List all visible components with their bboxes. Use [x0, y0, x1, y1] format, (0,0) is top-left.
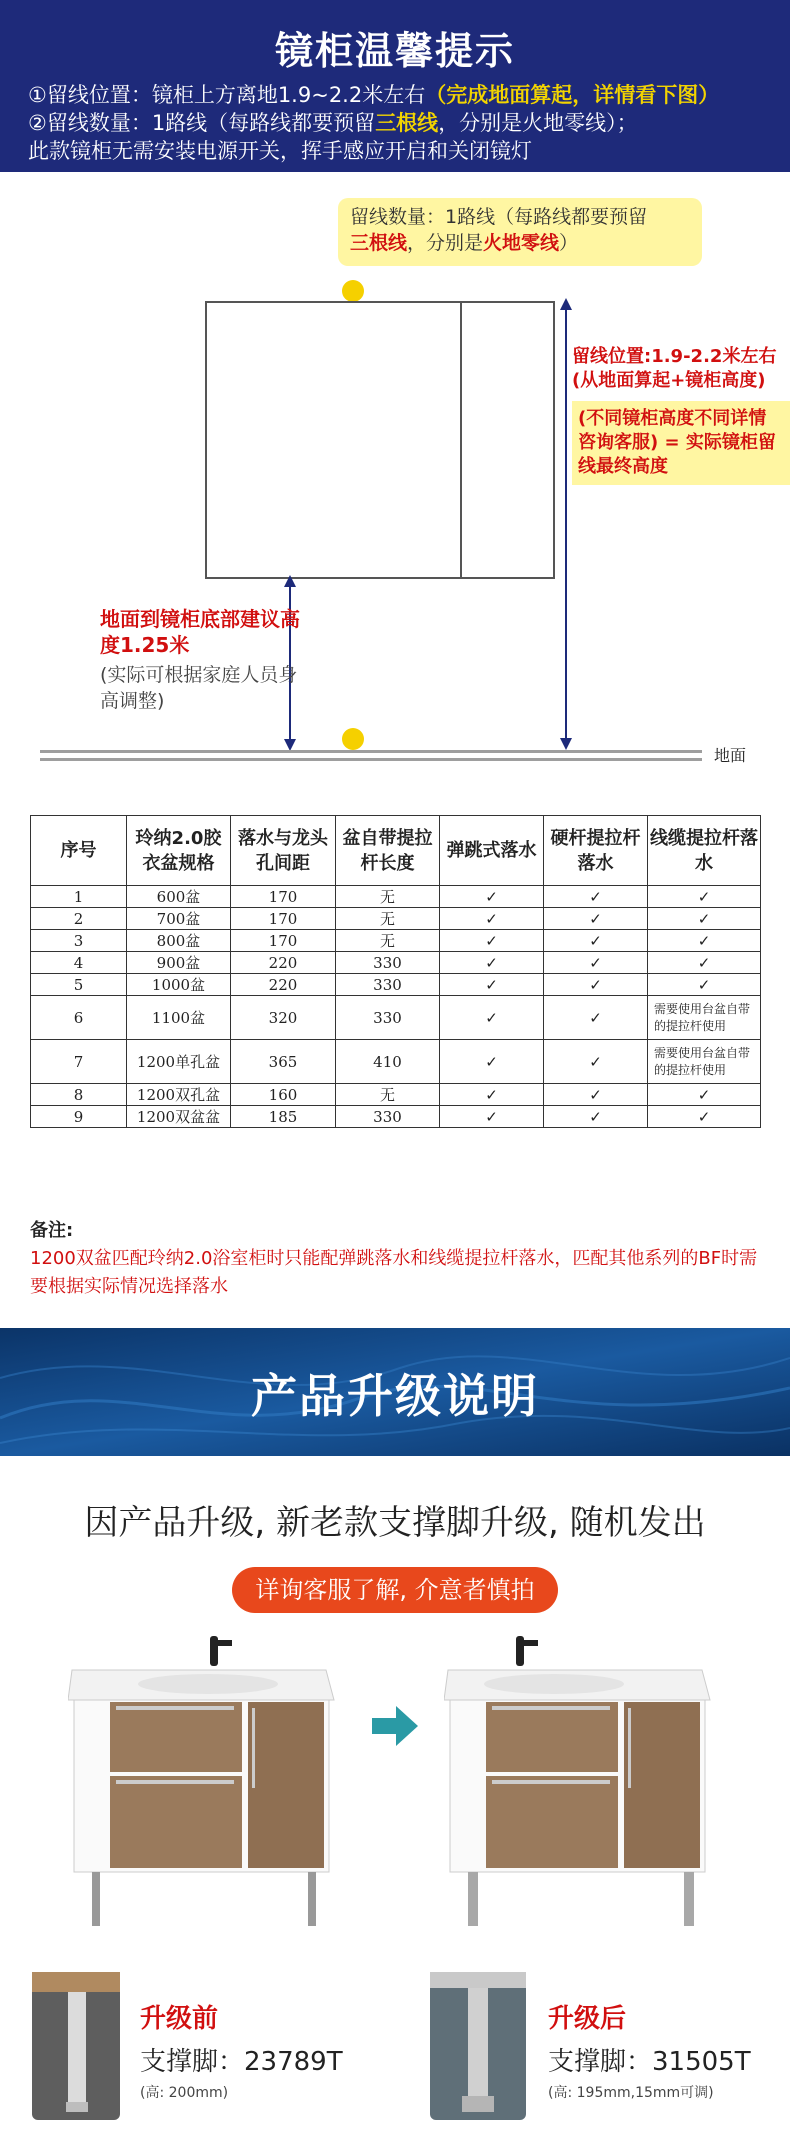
left-sub-text: (实际可根据家庭人员身高调整) — [100, 664, 298, 712]
header-line-3: 此款镜柜无需安装电源开关，挥手感应开启和关闭镜灯 — [28, 139, 532, 163]
table-cell: 无 — [336, 1084, 440, 1106]
cabinet-divider — [460, 303, 462, 577]
table-cell: ✓ — [440, 908, 544, 930]
header-line-1-highlight: （完成地面算起，详情看下图） — [425, 83, 720, 107]
vanity-before-image — [68, 1636, 338, 1928]
table-cell: ✓ — [440, 952, 544, 974]
table-header-cell: 落水与龙头孔间距 — [231, 816, 336, 886]
table-row — [31, 1040, 761, 1084]
table-cell: ✓ — [544, 996, 648, 1040]
table-cell: 170 — [231, 930, 336, 952]
table-cell: ✓ — [440, 930, 544, 952]
table-cell: ✓ — [648, 930, 761, 952]
tip-red-2: 火地零线 — [483, 232, 560, 254]
tip-red-1: 三根线 — [350, 232, 408, 254]
after-model: 支撑脚：31505T — [548, 2047, 751, 2077]
table-header-cell: 玲纳2.0胶衣盆规格 — [127, 816, 231, 886]
tip-end: ） — [559, 232, 579, 254]
table-cell: 7 — [31, 1040, 127, 1084]
table-header-cell: 盆自带提拉杆长度 — [336, 816, 440, 886]
table-cell: 1100盆 — [127, 996, 231, 1040]
table-cell: 600盆 — [127, 886, 231, 908]
right-line-1: 留线位置:1.9-2.2米左右 — [572, 346, 777, 367]
before-model: 支撑脚：23789T — [140, 2047, 343, 2077]
table-header-cell: 硬杆提拉杆落水 — [544, 816, 648, 886]
table-cell: 4 — [31, 952, 127, 974]
table-row — [31, 952, 761, 974]
table-cell: ✓ — [648, 952, 761, 974]
table-cell: 8 — [31, 1084, 127, 1106]
table-cell: 1 — [31, 886, 127, 908]
wire-point-dot — [342, 280, 364, 302]
table-cell: ✓ — [544, 1084, 648, 1106]
table-header-row — [31, 816, 761, 886]
floor-line-2 — [40, 758, 702, 761]
table-row — [31, 886, 761, 908]
table-cell: 无 — [336, 886, 440, 908]
warning-header — [0, 0, 790, 172]
left-red-text: 地面到镜柜底部建议高度1.25米 — [100, 607, 300, 657]
table-row — [31, 908, 761, 930]
header-line-1 — [28, 82, 719, 108]
table-row — [31, 974, 761, 996]
table-cell: 700盆 — [127, 908, 231, 930]
table-header-cell: 线缆提拉杆落水 — [648, 816, 761, 886]
table-cell: ✓ — [544, 1040, 648, 1084]
leg-before-thumbnail — [32, 1972, 120, 2120]
table-cell: 1000盆 — [127, 974, 231, 996]
table-cell: ✓ — [440, 996, 544, 1040]
table-cell: 1200双盆盆 — [127, 1106, 231, 1128]
table-cell: 1200双孔盆 — [127, 1084, 231, 1106]
table-cell: ✓ — [440, 1106, 544, 1128]
header-line-1-text: ①留线位置：镜柜上方离地1.9~2.2米左右 — [28, 83, 426, 107]
table-cell: ✓ — [440, 1084, 544, 1106]
arrow-right-icon — [372, 1706, 418, 1746]
table-cell: ✓ — [648, 908, 761, 930]
table-header-cell: 弹跳式落水 — [440, 816, 544, 886]
header-line-2 — [28, 110, 638, 136]
table-cell: 900盆 — [127, 952, 231, 974]
header-line-2-tail: ，分别是火地零线）； — [438, 111, 638, 135]
table-cell: ✓ — [544, 886, 648, 908]
table-cell: 无 — [336, 908, 440, 930]
table-cell: 170 — [231, 908, 336, 930]
table-cell: ✓ — [440, 974, 544, 996]
header-title: 镜柜温馨提示 — [274, 29, 515, 73]
wire-count-tip — [338, 198, 702, 266]
floor-point-dot — [342, 728, 364, 750]
right-note-box: (不同镜柜高度不同详情咨询客服) = 实际镜柜留线最终高度 — [572, 401, 790, 485]
mirror-cabinet — [205, 301, 555, 579]
table-cell: 220 — [231, 974, 336, 996]
upgrade-banner — [0, 1328, 790, 1456]
table-cell: 9 — [31, 1106, 127, 1128]
table-cell: ✓ — [544, 930, 648, 952]
upgrade-subtitle: 因产品升级, 新老款支撑脚升级, 随机发出 — [84, 1503, 706, 1543]
right-position-note — [572, 345, 790, 485]
table-cell: 330 — [336, 1106, 440, 1128]
floor-line — [40, 750, 702, 753]
table-row — [31, 996, 761, 1040]
table-cell: 320 — [231, 996, 336, 1040]
table-cell: 6 — [31, 996, 127, 1040]
table-cell: ✓ — [544, 908, 648, 930]
right-line-2: (从地面算起+镜柜高度) — [572, 370, 766, 391]
table-cell: 1200单孔盆 — [127, 1040, 231, 1084]
tip-line-2 — [350, 230, 690, 256]
table-cell: 170 — [231, 886, 336, 908]
tip-line-1: 留线数量：1路线（每路线都要预留 — [350, 206, 648, 228]
before-note: (高: 200mm) — [140, 2085, 229, 2101]
before-label — [140, 1998, 343, 2102]
vanity-after-image — [444, 1636, 714, 1928]
table-header-cell: 序号 — [31, 816, 127, 886]
table-cell: ✓ — [648, 886, 761, 908]
table-cell: 需要使用台盆自带的提拉杆使用 — [648, 996, 761, 1040]
table-cell: 2 — [31, 908, 127, 930]
table-cell: 330 — [336, 996, 440, 1040]
remark-title: 备注: — [30, 1220, 74, 1241]
table-cell: ✓ — [440, 1040, 544, 1084]
table-cell: ✓ — [648, 1106, 761, 1128]
table-cell: 185 — [231, 1106, 336, 1128]
upgrade-title: 产品升级说明 — [251, 1369, 539, 1423]
after-title: 升级后 — [548, 2004, 627, 2034]
table-cell: 无 — [336, 930, 440, 952]
header-line-2-text: ②留线数量：1路线（每路线都要预留 — [28, 111, 376, 135]
consult-pill: 详询客服了解, 介意者慎拍 — [232, 1567, 558, 1613]
header-line-2-highlight: 三根线 — [375, 111, 439, 135]
table-cell: ✓ — [440, 886, 544, 908]
leg-after-thumbnail — [430, 1972, 526, 2120]
table-cell: 410 — [336, 1040, 440, 1084]
table-cell: 330 — [336, 974, 440, 996]
remark-block — [30, 1217, 770, 1301]
table-cell: 365 — [231, 1040, 336, 1084]
table-cell: 需要使用台盆自带的提拉杆使用 — [648, 1040, 761, 1084]
table-cell: 160 — [231, 1084, 336, 1106]
table-cell: ✓ — [544, 952, 648, 974]
table-cell: 220 — [231, 952, 336, 974]
left-height-note — [100, 606, 300, 714]
tip-mid: ，分别是 — [407, 232, 484, 254]
table-row — [31, 1106, 761, 1128]
table-cell: 5 — [31, 974, 127, 996]
table-cell: ✓ — [648, 1084, 761, 1106]
remark-text: 1200双盆匹配玲纳2.0浴室柜时只能配弹跳落水和线缆提拉杆落水，匹配其他系列的BF时需要根据实际情况选择落水 — [30, 1248, 758, 1297]
floor-label: 地面 — [714, 746, 747, 765]
table-row — [31, 930, 761, 952]
table-row — [31, 1084, 761, 1106]
table-cell: 330 — [336, 952, 440, 974]
after-note: (高: 195mm,15mm可调) — [548, 2085, 714, 2101]
spec-table — [30, 815, 761, 1128]
table-cell: ✓ — [648, 974, 761, 996]
table-cell: ✓ — [544, 1106, 648, 1128]
after-label — [548, 1998, 751, 2102]
table-cell: ✓ — [544, 974, 648, 996]
before-title: 升级前 — [140, 2004, 219, 2034]
table-cell: 3 — [31, 930, 127, 952]
table-cell: 800盆 — [127, 930, 231, 952]
